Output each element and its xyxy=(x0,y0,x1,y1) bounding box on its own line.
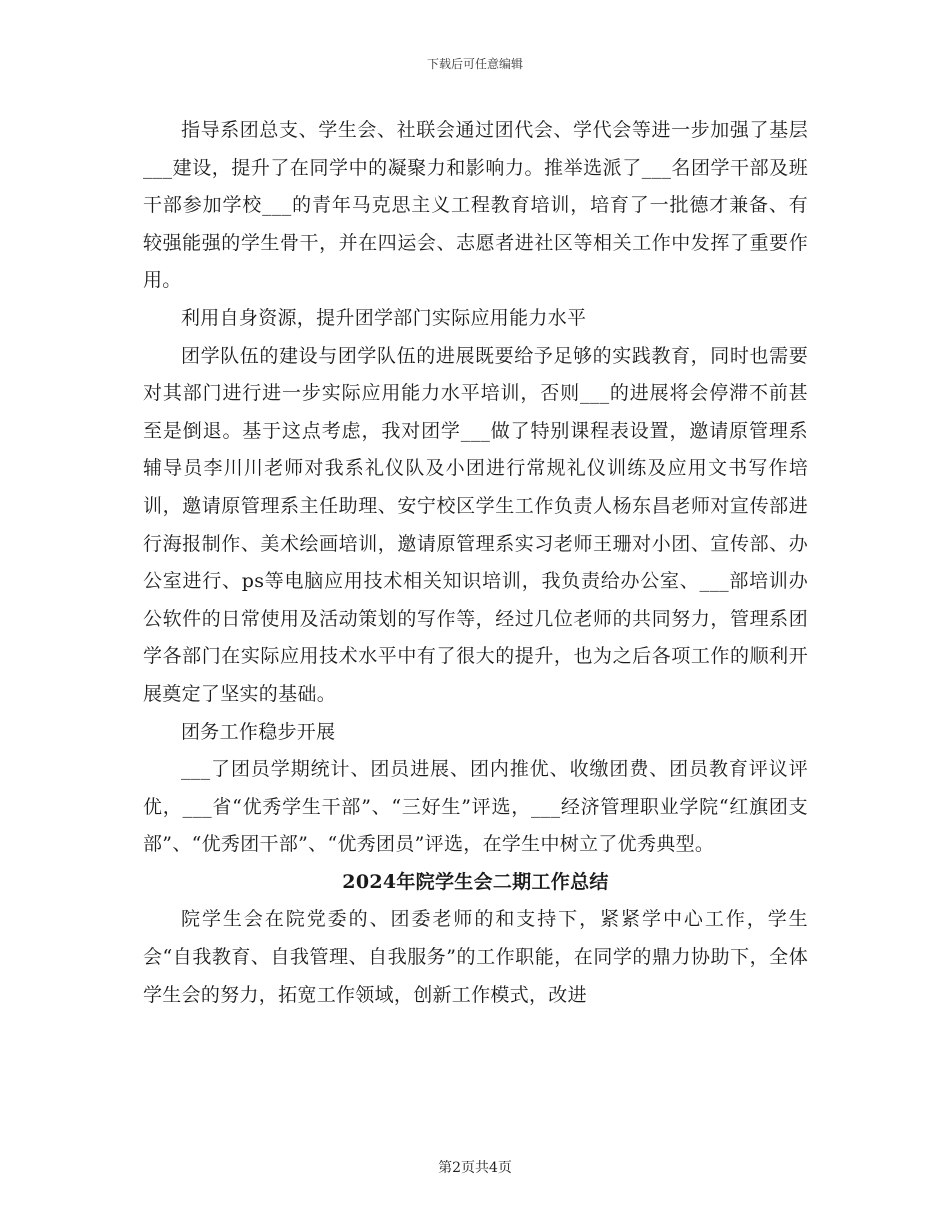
paragraph: 团学队伍的建设与团学队伍的进展既要给予足够的实践教育，同时也需要对其部门进行进一步实际应用能力水平培训，否则___的进展将会停滞不前甚至是倒退。基于这点考虑，我对团学___做了特别课程表设置，邀请原管理系辅导员李川川老师对我系礼仪队及小团进行常规礼仪训练及应用文书写作培训，邀请原管理系主任助理、安宁校区学生工作负责人杨东昌老师对宣传部进行海报制作、美术绘画培训，邀请原管理系实习老师王珊对小团、宣传部、办公室进行、ps等电脑应用技术相关知识培训，我负责给办公室、___部培训办公软件的日常使用及活动策划的写作等，经过几位老师的共同努力，管理系团学各部门在实际应用技术水平中有了很大的提升，也为之后各项工作的顺利开展奠定了坚实的基础。 xyxy=(143,344,808,705)
subheading: 利用自身资源，提升团学部门实际应用能力水平 xyxy=(181,306,587,329)
document-body xyxy=(143,112,808,1014)
section-title: 2024年院学生会二期工作总结 xyxy=(342,870,609,893)
subheading: 团务工作稳步开展 xyxy=(181,720,336,743)
paragraph: 指导系团总支、学生会、社联会通过团代会、学代会等进一步加强了基层___建设，提升了在同学中的凝聚力和影响力。推举选派了___名团学干部及班干部参加学校___的青年马克思主义工程教育培训，培育了一批德才兼备、有较强能强的学生骨干，并在四运会、志愿者进社区等相关工作中发挥了重要作用。 xyxy=(143,119,808,292)
header-note: 下载后可任意编辑 xyxy=(426,57,523,71)
paragraph: 院学生会在院党委的、团委老师的和支持下，紧紧学中心工作，学生会“自我教育、自我管理、自我服务”的工作职能，在同学的鼎力协助下，全体学生会的努力，拓宽工作领域，创新工作模式，改进 xyxy=(143,908,808,1006)
page-number: 第2页共4页 xyxy=(438,1160,512,1176)
paragraph: ___了团员学期统计、团员进展、团内推优、收缴团费、团员教育评议评优，___省“优秀学生干部”、“三好生”评选，___经济管理职业学院“红旗团支部”、“优秀团干部”、“优秀团员”评选，在学生中树立了优秀典型。 xyxy=(143,758,808,856)
